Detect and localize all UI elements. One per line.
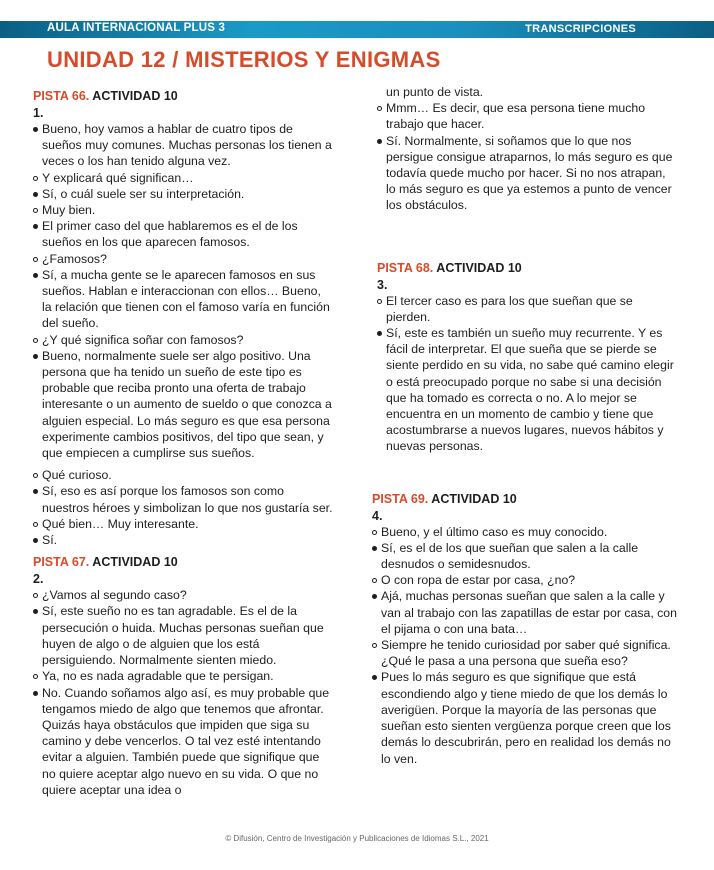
track-heading xyxy=(33,554,333,571)
speaker-b-bullet xyxy=(372,530,377,535)
speaker-a-bullet xyxy=(33,192,38,197)
dialogue-line: Bueno, hoy vamos a hablar de cuatro tipos de sueños muy comunes. Muchas personas los tienen a veces o los han tenido alguna vez. xyxy=(33,121,333,170)
speaker-b-bullet xyxy=(33,593,38,598)
track-67 xyxy=(33,554,333,798)
speaker-a-bullet xyxy=(33,489,38,494)
track-heading xyxy=(33,88,333,105)
dialogue-line: ¿Vamos al segundo caso? xyxy=(33,587,333,603)
track-66 xyxy=(33,88,333,548)
dialogue-line: El primer caso del que hablaremos es el de los sueños en los que aparecen famosos. xyxy=(33,218,333,250)
track-heading xyxy=(377,260,677,277)
speaker-b-bullet xyxy=(33,257,38,262)
speaker-a-bullet xyxy=(33,691,38,696)
dialogue-line: Sí. Normalmente, si soñamos que lo que nos persigue consigue atraparnos, lo más seguro es que todavía quede mucho por hacer. Si no nos atrapan, lo más seguro es que ya estemos a punto de vencer los obstáculos. xyxy=(377,133,677,214)
dialogue-number: 1. xyxy=(33,106,44,120)
dialogue-line: Pues lo más seguro es que signifique que está escondiendo algo y tiene miedo de que los demás lo averigüen. Porque la mayoría de las personas que sueñan esto sienten vergüenza porque creen que los demás lo descubrirán, pero en realidad los demás no lo ven. xyxy=(372,669,677,766)
speaker-b-bullet xyxy=(377,106,382,111)
dialogue-line: Sí. xyxy=(33,532,333,548)
dialogue-number: 4. xyxy=(372,508,383,523)
track-label: PISTA 66. xyxy=(33,89,90,103)
header-bar xyxy=(0,21,714,38)
dialogue-line: Bueno, y el último caso es muy conocido. xyxy=(372,524,677,540)
track-69 xyxy=(372,491,677,767)
activity-label: ACTIVIDAD 10 xyxy=(92,89,178,103)
activity-label: ACTIVIDAD 10 xyxy=(436,260,522,275)
dialogue-line: No. Cuando soñamos algo así, es muy probable que tengamos miedo de algo que tenemos que afrontar. Quizás haya obstáculos que impiden que siga su camino y debe vencerlos. O tal vez esté intentando evitar a alguien. También puede que signifique que no quiere aceptar algo nuevo en su vida. O que no quiere aceptar una idea o xyxy=(33,685,333,798)
speaker-a-bullet xyxy=(33,354,38,359)
dialogue-line: Bueno, normalmente suele ser algo positivo. Una persona que ha tenido un sueño de este tipo es probable que reciba pronto una oferta de trabajo interesante o un aumento de sueldo o que conozca a alguien especial. Lo más seguro es que esa persona experimente cambios positivos, del tipo que sean, y que empiecen a cumplirse sus sueños. xyxy=(33,348,333,461)
dialogue-number: 2. xyxy=(33,572,44,587)
dialogue-continuation: un punto de vista. xyxy=(386,85,484,99)
speaker-b-bullet xyxy=(372,578,377,583)
track-label: PISTA 67. xyxy=(33,555,90,570)
speaker-b-bullet xyxy=(33,208,38,213)
dialogue-line: Sí, es el de los que sueñan que salen a la calle desnudos o semidesnudos. xyxy=(372,540,677,572)
speaker-b-bullet xyxy=(33,522,38,527)
section-title: TRANSCRIPCIONES xyxy=(525,23,636,35)
speaker-b-bullet xyxy=(377,299,382,304)
dialogue-line: Sí, este es también un sueño muy recurrente. Y es fácil de interpretar. El que sueña que se pierde se siente perdido en su vida, no sabe qué camino elegir o está preocupado porque no sabe si una decisión que ha tomado es correcta o no. A lo mejor se encuentra en un momento de cambio y tiene que acostumbrarse a nuevos lugares, nuevos hábitos y nuevas personas. xyxy=(377,325,677,455)
speaker-a-bullet xyxy=(372,546,377,551)
dialogue-number: 3. xyxy=(377,277,388,292)
track-68 xyxy=(377,260,677,455)
speaker-b-bullet xyxy=(33,176,38,181)
dialogue-line: Sí, o cuál suele ser su interpretación. xyxy=(33,186,333,202)
dialogue-line: Qué curioso. xyxy=(33,467,333,483)
dialogue-line: Mmm… Es decir, que esa persona tiene mucho trabajo que hacer. xyxy=(377,100,677,132)
activity-label: ACTIVIDAD 10 xyxy=(92,555,178,570)
book-title: AULA INTERNACIONAL PLUS 3 xyxy=(47,22,226,34)
speaker-a-bullet xyxy=(377,331,382,336)
dialogue-line: Sí, a mucha gente se le aparecen famosos en sus sueños. Hablan e interaccionan con ellos… Bueno, la relación que tienen con el famoso varía en función del sueño. xyxy=(33,267,333,332)
dialogue-line: ¿Y qué significa soñar con famosos? xyxy=(33,332,333,348)
dialogue-line: Y explicará qué significan… xyxy=(33,170,333,186)
dialogue-line: O con ropa de estar por casa, ¿no? xyxy=(372,572,677,588)
speaker-a-bullet xyxy=(33,273,38,278)
speaker-a-bullet xyxy=(372,675,377,680)
dialogue-line: Siempre he tenido curiosidad por saber qué significa. ¿Qué le pasa a una persona que sueña eso? xyxy=(372,637,677,669)
dialogue-line: El tercer caso es para los que sueñan que se pierden. xyxy=(377,293,677,325)
speaker-b-bullet xyxy=(372,643,377,648)
unit-title: UNIDAD 12 / MISTERIOS Y ENIGMAS xyxy=(47,47,441,72)
track-label: PISTA 69. xyxy=(372,491,429,506)
speaker-a-bullet xyxy=(33,127,38,132)
speaker-a-bullet xyxy=(33,609,38,614)
track-heading xyxy=(372,491,677,508)
track-label: PISTA 68. xyxy=(377,260,434,275)
speaker-a-bullet xyxy=(377,139,382,144)
speaker-b-bullet xyxy=(33,338,38,343)
dialogue-line: ¿Famosos? xyxy=(33,251,333,267)
right-column xyxy=(372,84,677,767)
speaker-a-bullet xyxy=(33,538,38,543)
speaker-b-bullet xyxy=(33,473,38,478)
dialogue-line: Sí, este sueño no es tan agradable. Es el de la persecución o huida. Muchas personas sueñan que huyen de algo o de alguien que los está persiguiendo. Normalmente sienten miedo. xyxy=(33,603,333,668)
speaker-b-bullet xyxy=(33,674,38,679)
copyright-footer: © Difusión, Centro de Investigación y Publicaciones de Idiomas S.L., 2021 xyxy=(225,834,489,843)
dialogue-line: Ajá, muchas personas sueñan que salen a la calle y van al trabajo con las zapatillas de estar por casa, con el pijama o con una bata… xyxy=(372,588,677,637)
speaker-a-bullet xyxy=(372,594,377,599)
speaker-a-bullet xyxy=(33,224,38,229)
dialogue-line: Qué bien… Muy interesante. xyxy=(33,516,333,532)
activity-label: ACTIVIDAD 10 xyxy=(431,491,517,506)
dialogue-line: Muy bien. xyxy=(33,202,333,218)
left-column xyxy=(33,88,333,798)
dialogue-line: Ya, no es nada agradable que te persigan. xyxy=(33,668,333,684)
dialogue-line: Sí, eso es así porque los famosos son como nuestros héroes y simbolizan lo que nos gustaría ser. xyxy=(33,483,333,515)
